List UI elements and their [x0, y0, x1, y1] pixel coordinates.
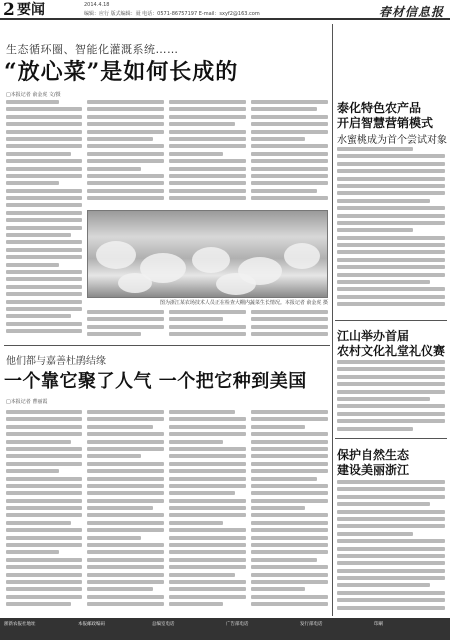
text-line: [337, 591, 445, 595]
text-line: [87, 332, 141, 336]
text-line: [169, 325, 246, 329]
text-line: [251, 513, 328, 517]
text-line: [337, 382, 445, 386]
article1-kicker: 生态循环圈、智能化灌溉系统……: [6, 43, 179, 56]
text-line: [169, 432, 246, 436]
text-line: [87, 122, 164, 126]
text-line: [6, 322, 82, 326]
side-story1-title-1: 泰化特色农产品: [337, 101, 422, 115]
text-line: [251, 167, 328, 171]
text-line: [6, 447, 82, 451]
text-line: [87, 491, 164, 495]
text-line: [337, 532, 413, 536]
footer-bar: [0, 618, 450, 640]
text-line: [337, 265, 445, 269]
text-line: [87, 100, 164, 104]
text-line: [337, 480, 445, 484]
text-line: [169, 536, 246, 540]
text-line: [87, 528, 164, 532]
text-line: [87, 159, 164, 163]
text-line: [337, 412, 445, 416]
text-line: [169, 543, 246, 547]
text-line: [169, 521, 223, 525]
side-story2-title-2: 农村文化礼堂礼仪赛: [337, 344, 446, 358]
text-line: [6, 181, 59, 185]
text-line: [6, 506, 82, 510]
footer-cell: 浙新农报社地址: [4, 622, 36, 627]
text-line: [87, 521, 164, 525]
photo-caption: 图为浙江某农场技术人员正在检查大棚内蔬菜生长情况。本报记者 俞金虎 摄: [159, 300, 328, 306]
text-line: [169, 558, 246, 562]
text-line: [337, 214, 445, 218]
text-line: [6, 484, 82, 488]
text-line: [169, 310, 246, 314]
text-line: [337, 419, 445, 423]
article1-column-4: [251, 100, 328, 208]
text-line: [6, 174, 82, 178]
text-line: [87, 558, 164, 562]
text-line: [337, 228, 413, 232]
text-line: [169, 550, 246, 554]
text-line: [169, 130, 246, 134]
divider-vertical: [332, 24, 333, 616]
article1-column-3: [169, 100, 246, 208]
text-line: [6, 580, 82, 584]
text-line: [337, 427, 413, 431]
text-line: [337, 302, 445, 306]
text-line: [87, 325, 164, 329]
text-line: [6, 491, 82, 495]
text-line: [337, 367, 445, 371]
text-line: [6, 122, 82, 126]
article2-kicker: 他们都与嘉善杜鹃结缘: [6, 356, 106, 367]
text-line: [337, 404, 445, 408]
side-story3-title-1: 保护自然生态: [337, 448, 410, 462]
text-line: [337, 390, 445, 394]
text-line: [6, 285, 82, 289]
text-line: [337, 177, 445, 181]
text-line: [87, 462, 164, 466]
text-line: [87, 181, 164, 185]
text-line: [6, 565, 82, 569]
article2-column-2: [87, 410, 164, 615]
text-line: [251, 462, 328, 466]
text-line: [87, 425, 153, 429]
text-line: [337, 162, 445, 166]
text-line: [251, 325, 328, 329]
text-line: [337, 147, 413, 151]
text-line: [87, 513, 164, 517]
text-line: [169, 152, 223, 156]
text-line: [169, 499, 246, 503]
text-line: [87, 317, 164, 321]
text-line: [87, 137, 153, 141]
text-line: [251, 484, 328, 488]
text-line: [337, 206, 445, 210]
text-line: [87, 417, 164, 421]
text-line: [6, 240, 82, 244]
text-line: [6, 587, 82, 591]
text-line: [251, 196, 328, 200]
text-line: [251, 137, 305, 141]
text-line: [169, 137, 246, 141]
text-line: [251, 174, 328, 178]
text-line: [337, 517, 445, 521]
text-line: [169, 174, 246, 178]
text-line: [6, 263, 59, 267]
text-line: [169, 425, 246, 429]
text-line: [87, 189, 164, 193]
text-line: [251, 317, 328, 321]
text-line: [6, 292, 82, 296]
text-line: [6, 513, 82, 517]
text-line: [6, 477, 82, 481]
text-line: [337, 576, 445, 580]
text-line: [6, 300, 82, 304]
text-line: [87, 130, 164, 134]
text-line: [337, 360, 445, 364]
text-line: [87, 144, 164, 148]
text-line: [251, 595, 328, 599]
section-title: 要闻: [17, 2, 45, 18]
text-line: [6, 159, 82, 163]
text-line: [169, 595, 246, 599]
text-line: [6, 144, 82, 148]
text-line: [169, 565, 246, 569]
text-line: [337, 250, 445, 254]
text-line: [251, 332, 328, 336]
text-line: [87, 587, 153, 591]
text-line: [6, 189, 82, 193]
text-line: [337, 154, 445, 158]
text-line: [251, 602, 328, 606]
text-line: [169, 332, 246, 336]
text-line: [87, 506, 153, 510]
text-line: [6, 440, 71, 444]
article2-byline: □本报记者 曹丽霞: [6, 399, 48, 405]
article1-headline: “放心菜”是如何长成的: [4, 59, 239, 85]
text-line: [6, 528, 82, 532]
text-line: [169, 573, 235, 577]
text-line: [6, 203, 82, 207]
text-line: [251, 447, 328, 451]
text-line: [251, 580, 328, 584]
text-line: [337, 495, 445, 499]
text-line: [6, 137, 82, 141]
text-line: [169, 167, 246, 171]
text-line: [6, 550, 59, 554]
text-line: [6, 454, 82, 458]
text-line: [337, 569, 445, 573]
text-line: [337, 598, 445, 602]
article1-column-2b: [87, 310, 164, 340]
text-line: [251, 410, 328, 414]
text-line: [337, 221, 445, 225]
text-line: [6, 469, 59, 473]
masthead: [0, 0, 450, 20]
side-story1-title-2: 开启智慧营销模式: [337, 116, 434, 130]
article1-column-1: [6, 100, 82, 340]
text-line: [337, 184, 445, 188]
text-line: [169, 317, 223, 321]
footer-cell: 印刷: [374, 622, 383, 627]
text-line: [169, 196, 246, 200]
text-line: [337, 273, 445, 277]
text-line: [6, 218, 82, 222]
text-line: [6, 167, 82, 171]
text-line: [337, 524, 445, 528]
text-line: [251, 499, 328, 503]
text-line: [251, 469, 328, 473]
text-line: [169, 454, 246, 458]
text-line: [251, 425, 305, 429]
divider-horizontal: [4, 345, 330, 346]
side-story3-title-2: 建设美丽浙江: [337, 463, 410, 477]
text-line: [6, 307, 82, 311]
text-line: [251, 477, 317, 481]
text-line: [251, 189, 317, 193]
text-line: [87, 565, 164, 569]
text-line: [337, 375, 445, 379]
text-line: [87, 196, 164, 200]
text-line: [337, 502, 430, 506]
text-line: [251, 521, 328, 525]
text-line: [6, 536, 82, 540]
text-line: [6, 573, 82, 577]
text-line: [6, 233, 71, 237]
side-divider-2: [335, 438, 447, 439]
text-line: [251, 130, 328, 134]
article2-column-4: [251, 410, 328, 615]
text-line: [169, 580, 246, 584]
text-line: [6, 115, 82, 119]
text-line: [169, 144, 246, 148]
text-line: [6, 255, 82, 259]
text-line: [169, 462, 246, 466]
text-line: [251, 528, 328, 532]
text-line: [251, 115, 328, 119]
text-line: [169, 469, 246, 473]
text-line: [87, 499, 164, 503]
issue-date: 2014.4.18: [84, 2, 110, 8]
article1-column-2: [87, 100, 164, 208]
text-line: [251, 152, 328, 156]
text-line: [169, 417, 246, 421]
side-story2-title-1: 江山举办首届: [337, 329, 410, 343]
footer-cell: 本报邮政编码: [78, 622, 105, 627]
text-line: [6, 329, 82, 333]
text-line: [337, 510, 445, 514]
text-line: [337, 487, 445, 491]
text-line: [251, 558, 317, 562]
text-line: [6, 248, 82, 252]
text-line: [337, 539, 445, 543]
text-line: [6, 499, 82, 503]
text-line: [87, 167, 141, 171]
text-line: [6, 196, 82, 200]
text-line: [251, 587, 305, 591]
text-line: [6, 462, 82, 466]
text-line: [251, 122, 328, 126]
text-line: [169, 506, 246, 510]
article2-column-1: [6, 410, 82, 615]
text-line: [337, 606, 445, 610]
text-line: [87, 602, 164, 606]
text-line: [251, 417, 328, 421]
text-line: [6, 226, 82, 230]
text-line: [169, 602, 223, 606]
editor-contact: 编辑：应行 版式编辑：聂 电话：0571-86757197 E-mail：sxyf2@163.com: [84, 11, 260, 17]
text-line: [169, 189, 246, 193]
text-line: [251, 159, 328, 163]
text-line: [251, 536, 328, 540]
side-divider-1: [335, 320, 447, 321]
side-story1-body: [337, 147, 445, 317]
text-line: [337, 258, 445, 262]
text-line: [169, 491, 235, 495]
text-line: [6, 432, 82, 436]
text-line: [169, 122, 235, 126]
text-line: [169, 410, 235, 414]
text-line: [337, 583, 430, 587]
text-line: [87, 580, 164, 584]
text-line: [6, 543, 82, 547]
text-line: [251, 454, 328, 458]
text-line: [337, 287, 445, 291]
text-line: [87, 152, 164, 156]
article2-headline: 一个靠它聚了人气 一个把它种到美国: [4, 371, 307, 392]
text-line: [169, 181, 246, 185]
text-line: [169, 159, 246, 163]
text-line: [6, 410, 82, 414]
text-line: [337, 236, 445, 240]
side-story3-body: [337, 480, 445, 615]
text-line: [251, 310, 328, 314]
text-line: [6, 270, 82, 274]
text-line: [87, 447, 164, 451]
text-line: [87, 484, 164, 488]
text-line: [87, 174, 164, 178]
text-line: [87, 595, 164, 599]
text-line: [251, 491, 328, 495]
newspaper-logo: 春材信息报: [378, 5, 444, 19]
text-line: [251, 565, 328, 569]
text-line: [337, 547, 445, 551]
text-line: [169, 447, 246, 451]
text-line: [169, 477, 246, 481]
text-line: [6, 521, 71, 525]
text-line: [251, 181, 328, 185]
cabbage-field-photo: [87, 210, 328, 298]
text-line: [87, 477, 164, 481]
text-line: [6, 314, 71, 318]
text-line: [251, 573, 328, 577]
text-line: [337, 199, 430, 203]
text-line: [6, 595, 82, 599]
page-number: 2: [3, 0, 15, 20]
text-line: [251, 543, 328, 547]
text-line: [87, 440, 164, 444]
text-line: [251, 550, 328, 554]
text-line: [87, 107, 164, 111]
text-line: [169, 528, 246, 532]
text-line: [251, 432, 328, 436]
text-line: [87, 454, 141, 458]
text-line: [169, 100, 246, 104]
text-line: [169, 513, 246, 517]
text-line: [251, 100, 328, 104]
text-line: [337, 554, 445, 558]
text-line: [337, 295, 445, 299]
article1-column-4b: [251, 310, 328, 340]
text-line: [87, 543, 164, 547]
footer-cell: 广告部电话: [226, 622, 249, 627]
text-line: [6, 425, 82, 429]
text-line: [6, 152, 71, 156]
text-line: [169, 440, 223, 444]
text-line: [6, 100, 59, 104]
text-line: [87, 536, 141, 540]
text-line: [87, 550, 164, 554]
text-line: [6, 558, 82, 562]
text-line: [251, 440, 328, 444]
article2-column-3: [169, 410, 246, 615]
text-line: [169, 484, 246, 488]
text-line: [337, 243, 445, 247]
text-line: [337, 561, 445, 565]
text-line: [87, 310, 164, 314]
text-line: [87, 410, 164, 414]
article1-column-3b: [169, 310, 246, 340]
text-line: [337, 280, 430, 284]
text-line: [6, 107, 82, 111]
text-line: [6, 277, 82, 281]
text-line: [6, 602, 71, 606]
text-line: [169, 115, 246, 119]
footer-cell: 总编室电话: [152, 622, 175, 627]
side-story2-body: [337, 360, 445, 435]
text-line: [337, 191, 445, 195]
text-line: [6, 211, 82, 215]
text-line: [87, 469, 164, 473]
text-line: [87, 115, 164, 119]
text-line: [251, 107, 317, 111]
text-line: [87, 432, 164, 436]
text-line: [6, 130, 82, 134]
text-line: [251, 506, 305, 510]
text-line: [6, 417, 82, 421]
text-line: [337, 397, 430, 401]
text-line: [169, 107, 246, 111]
side-story1-subtitle: 水蜜桃成为首个尝试对象: [337, 135, 447, 146]
text-line: [337, 169, 445, 173]
article1-byline: □本报记者 俞金虎 文/摄: [6, 92, 61, 98]
text-line: [87, 573, 164, 577]
text-line: [169, 587, 246, 591]
footer-cell: 发行部电话: [300, 622, 323, 627]
text-line: [251, 144, 328, 148]
